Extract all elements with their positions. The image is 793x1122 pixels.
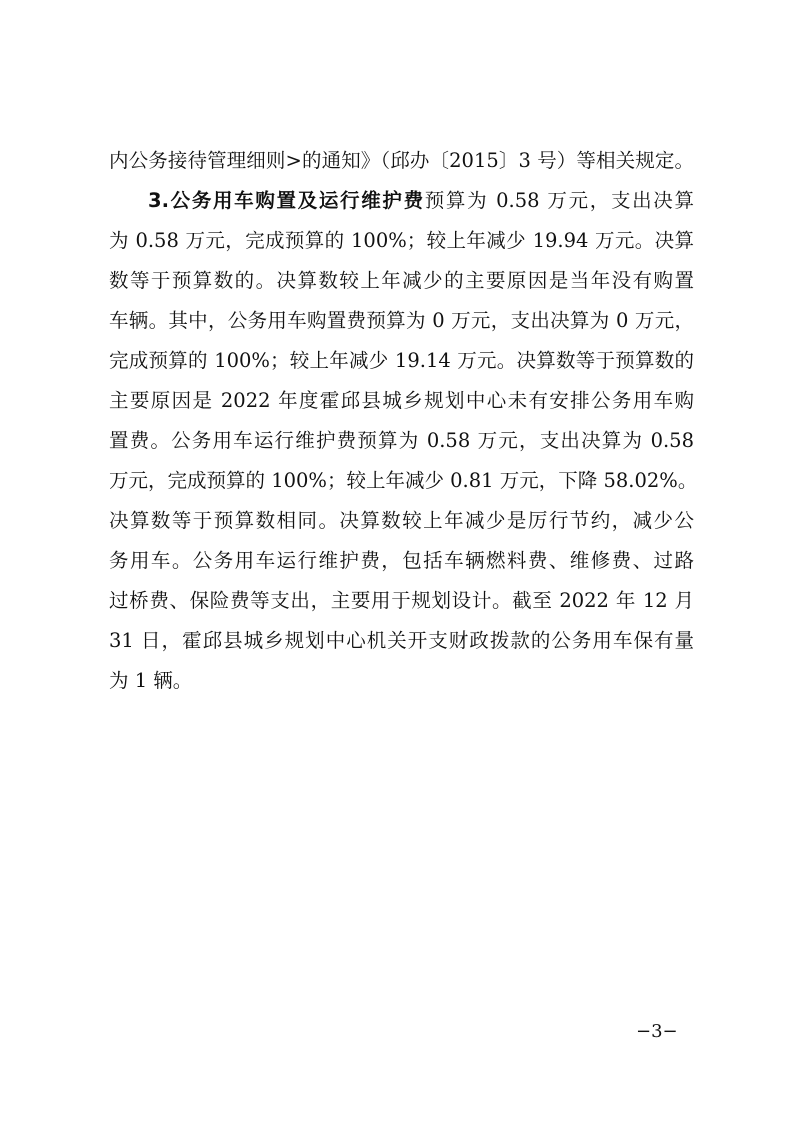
text-line: 主要原因是 2022 年度霍邱县城乡规划中心未有安排公务用车购 (109, 389, 694, 412)
text-line: 车辆。其中，公务用车购置费预算为 0 万元，支出决算为 0 万元， (109, 309, 694, 332)
text-line: 万元，完成预算的 100%；较上年减少 0.81 万元，下降 58.02%。 (109, 469, 698, 492)
text-line: 完成预算的 100%；较上年减少 19.14 万元。决算数等于预算数的 (109, 349, 694, 372)
text-line: 务用车。公务用车运行维护费，包括车辆燃料费、维修费、过路 (109, 549, 694, 572)
text-line: 31 日，霍邱县城乡规划中心机关开支财政拨款的公务用车保有量 (109, 629, 694, 652)
section-paragraph-start (148, 189, 694, 213)
section-heading: 3.公务用车购置及运行维护费 (148, 189, 425, 212)
text-line: 置费。公务用车运行维护费预算为 0.58 万元，支出决算为 0.58 (109, 429, 694, 452)
text-line: 数等于预算数的。决算数较上年减少的主要原因是当年没有购置 (109, 269, 694, 292)
page-number: −3− (636, 1021, 678, 1042)
text-line: 过桥费、保险费等支出，主要用于规划设计。截至 2022 年 12 月 (109, 589, 694, 612)
text-line: 决算数等于预算数相同。决算数较上年减少是厉行节约，减少公 (109, 509, 694, 532)
text-line: 为 1 辆。 (109, 669, 193, 692)
text-line: 为 0.58 万元，完成预算的 100%；较上年减少 19.94 万元。决算 (109, 229, 694, 252)
text-line: 内公务接待管理细则>的通知》（邱办〔2015〕3 号）等相关规定。 (109, 149, 694, 172)
text-fragment: 预算为 0.58 万元，支出决算 (424, 189, 694, 212)
